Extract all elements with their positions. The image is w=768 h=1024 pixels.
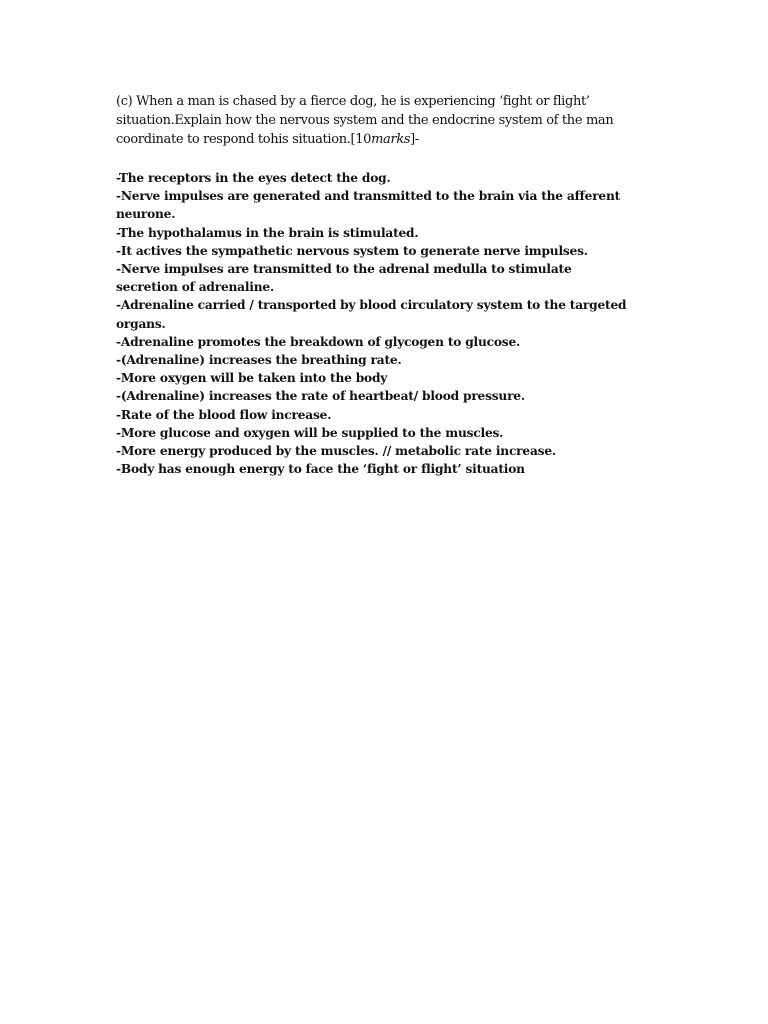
- answer-line: -The receptors in the eyes detect the dog.: [116, 171, 391, 185]
- question-prefix: (c) When a man is chased by a fierce dog, he is experiencing ‘fight or flight’ situation.Explain how the nervous system and the endocrine system of the man coordinate to respond tohis situation.[10: [116, 94, 614, 147]
- answer-line: -More energy produced by the muscles. // metabolic rate increase.: [116, 444, 556, 459]
- answer-line: -More oxygen will be taken into the body: [116, 371, 388, 386]
- answer-line: -Adrenaline promotes the breakdown of glycogen to glucose.: [116, 334, 521, 349]
- document-page: [116, 92, 636, 478]
- answer-line: -Nerve impulses are generated and transmitted to the brain via the afferent neurone.: [116, 189, 621, 222]
- answer-line: -Rate of the blood flow increase.: [116, 407, 332, 422]
- answer-line: -Body has enough energy to face the ‘fight or flight’ situation: [116, 462, 525, 477]
- answer-line: -Adrenaline carried / transported by blood circulatory system to the targeted organs.: [116, 298, 627, 331]
- answer-line: -(Adrenaline) increases the breathing rate.: [116, 353, 402, 368]
- question-suffix: ]-: [410, 132, 419, 147]
- answer-list: [116, 169, 636, 478]
- answer-line: -It actives the sympathetic nervous system to generate nerve impulses.: [116, 243, 588, 258]
- question-marks: marks: [371, 132, 411, 147]
- answer-line: -(Adrenaline) increases the rate of heartbeat/ blood pressure.: [116, 389, 525, 404]
- answer-line: -Nerve impulses are transmitted to the adrenal medulla to stimulate secretion of adrenaline.: [116, 262, 572, 295]
- question-text: [116, 92, 636, 149]
- answer-line: -More glucose and oxygen will be supplied to the muscles.: [116, 425, 504, 440]
- answer-line: -The hypothalamus in the brain is stimulated.: [116, 225, 419, 240]
